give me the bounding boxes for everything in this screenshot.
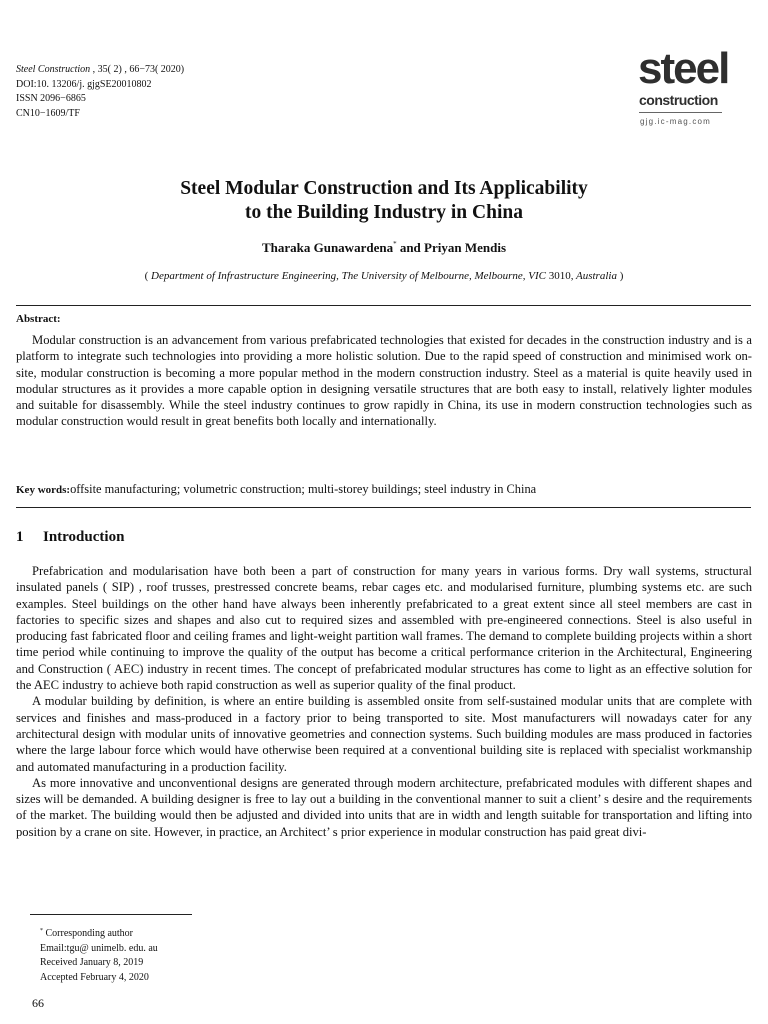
affiliation-open: ( <box>144 270 152 282</box>
affiliation <box>0 270 768 282</box>
title-line-2: to the Building Industry in China <box>245 202 523 223</box>
divider-bottom <box>16 507 751 508</box>
footnote-rule <box>30 914 192 915</box>
doi-line: DOI:10. 13206/j. gjgSE20010802 <box>16 78 152 90</box>
section-title: Introduction <box>43 529 125 545</box>
section-number: 1 <box>16 529 24 545</box>
paper-title <box>0 177 768 225</box>
affiliation-postcode: 3010 <box>545 270 571 282</box>
author-connector: and <box>396 240 425 255</box>
author-list <box>0 240 768 256</box>
divider-top <box>16 305 751 306</box>
citation-line <box>16 63 184 78</box>
author-1: Tharaka Gunawardena <box>261 240 394 255</box>
introduction-body <box>16 563 752 840</box>
citation-volume: , 35( 2) , 66−73( 2020) <box>90 64 185 75</box>
logo-website: gjg.ic-mag.com <box>640 117 712 126</box>
affiliation-country: , Australia <box>570 270 617 282</box>
abstract-body: Modular construction is an advancement from various prefabricated technologies that existed for decades in the construction industry and is a platform to integrate such technologies into providing a more holistic solution. Due to the rapid speed of construction and minimised work on-site, modular construction is becoming a more popular method in the modern construction industry. Steel as a material is quite heavily used in modular structures as it provides a more capable option in designing versatile structures that are both easy to install, relatively lighter modules and suitable for disassembly. While the steel industry continues to grow rapidly in China, its use in modern construction technologies such as modular construction would result in great benefits both locally and internationally. <box>16 333 752 429</box>
intro-paragraph-2: A modular building by definition, is where an entire building is assembled onsite from self-sustained modular units that are complete with services and finishes and mass-produced in a factory prior to being transported to site. Most manufacturers will nowadays cater for any architectural design with modular units of innovative geometries and connection systems. Such building modules are mass produced in factories where the large labour force which would have otherwise been required at a conventional building site is replaced with specialist workmanship and automated manufacturing in a production facility. <box>16 694 752 774</box>
keywords-text: offsite manufacturing; volumetric construction; multi-storey buildings; steel industry in China <box>70 482 537 496</box>
journal-logo <box>620 44 730 136</box>
footnote <box>40 924 158 985</box>
page-number: 66 <box>32 996 44 1010</box>
corresponding-mark: * <box>393 240 397 248</box>
author-2: Priyan Mendis <box>424 240 507 255</box>
keywords-label: Key words: <box>16 484 71 496</box>
affiliation-text: Department of Infrastructure Engineering, The University of Melbourne, Melbourne, VIC <box>151 270 546 282</box>
section-heading <box>16 529 124 546</box>
journal-meta <box>16 63 184 121</box>
intro-paragraph-3: As more innovative and unconventional designs are generated through modern architecture, prefabricated modules with different shapes and sizes will be demanded. A building designer is free to lay out a building in the conventional manner to suit a client’ s desire and the requirements of the market. The building would then be adjusted and divided into units that are in width and length suitable for transportation and lifting into position by a crane on site. However, in practice, an Architect’ s prior experience in modular construction has paid great divi- <box>16 775 752 839</box>
cn-line: CN10−1609/TF <box>16 107 80 119</box>
footnote-accepted: Accepted February 4, 2020 <box>40 971 149 983</box>
footnote-corresponding-text: Corresponding author <box>43 928 133 939</box>
intro-paragraph-1: Prefabrication and modularisation have both been a part of construction for many years in various forms. Dry wall systems, structural insulated panels ( SIP) , roof trusses, prestressed concrete beams, rebar cages etc. and modularised furniture, plumbing systems etc. are such examples. Steel buildings on the other hand have always been inherently prefabricated to a great extent since all steel members are cast in factories to specific sizes and shapes and also cut to required sizes and assembled with pre-engineered connections. Steel is also useful in producing fast fabricated floor and ceiling frames and light-weight partition wall frames. The demand to complete building projects within a short time period while continuing to improve the quality of the output has become a critical performance criterion in the Architectural, Engineering and Construction ( AEC) industry in recent times. The concept of prefabricated modular structures has come to light as an effective solution for the AEC industry to achieve both rapid construction as well as superior quality of the final product. <box>16 564 752 693</box>
journal-name: Steel Construction <box>16 64 91 75</box>
logo-word-construction: construction <box>639 92 718 108</box>
footnote-mark: * <box>40 928 43 934</box>
logo-word-steel: steel <box>638 44 729 93</box>
title-line-1: Steel Modular Construction and Its Applicability <box>180 178 588 199</box>
footnote-received: Received January 8, 2019 <box>40 957 144 969</box>
abstract-label: Abstract: <box>16 313 61 325</box>
keywords <box>16 482 536 497</box>
footnote-corresponding <box>40 924 158 942</box>
footnote-email: Email:tgu@ unimelb. edu. au <box>40 942 158 954</box>
affiliation-close: ) <box>616 270 624 282</box>
issn-line: ISSN 2096−6865 <box>16 93 86 104</box>
logo-rule <box>639 112 722 113</box>
